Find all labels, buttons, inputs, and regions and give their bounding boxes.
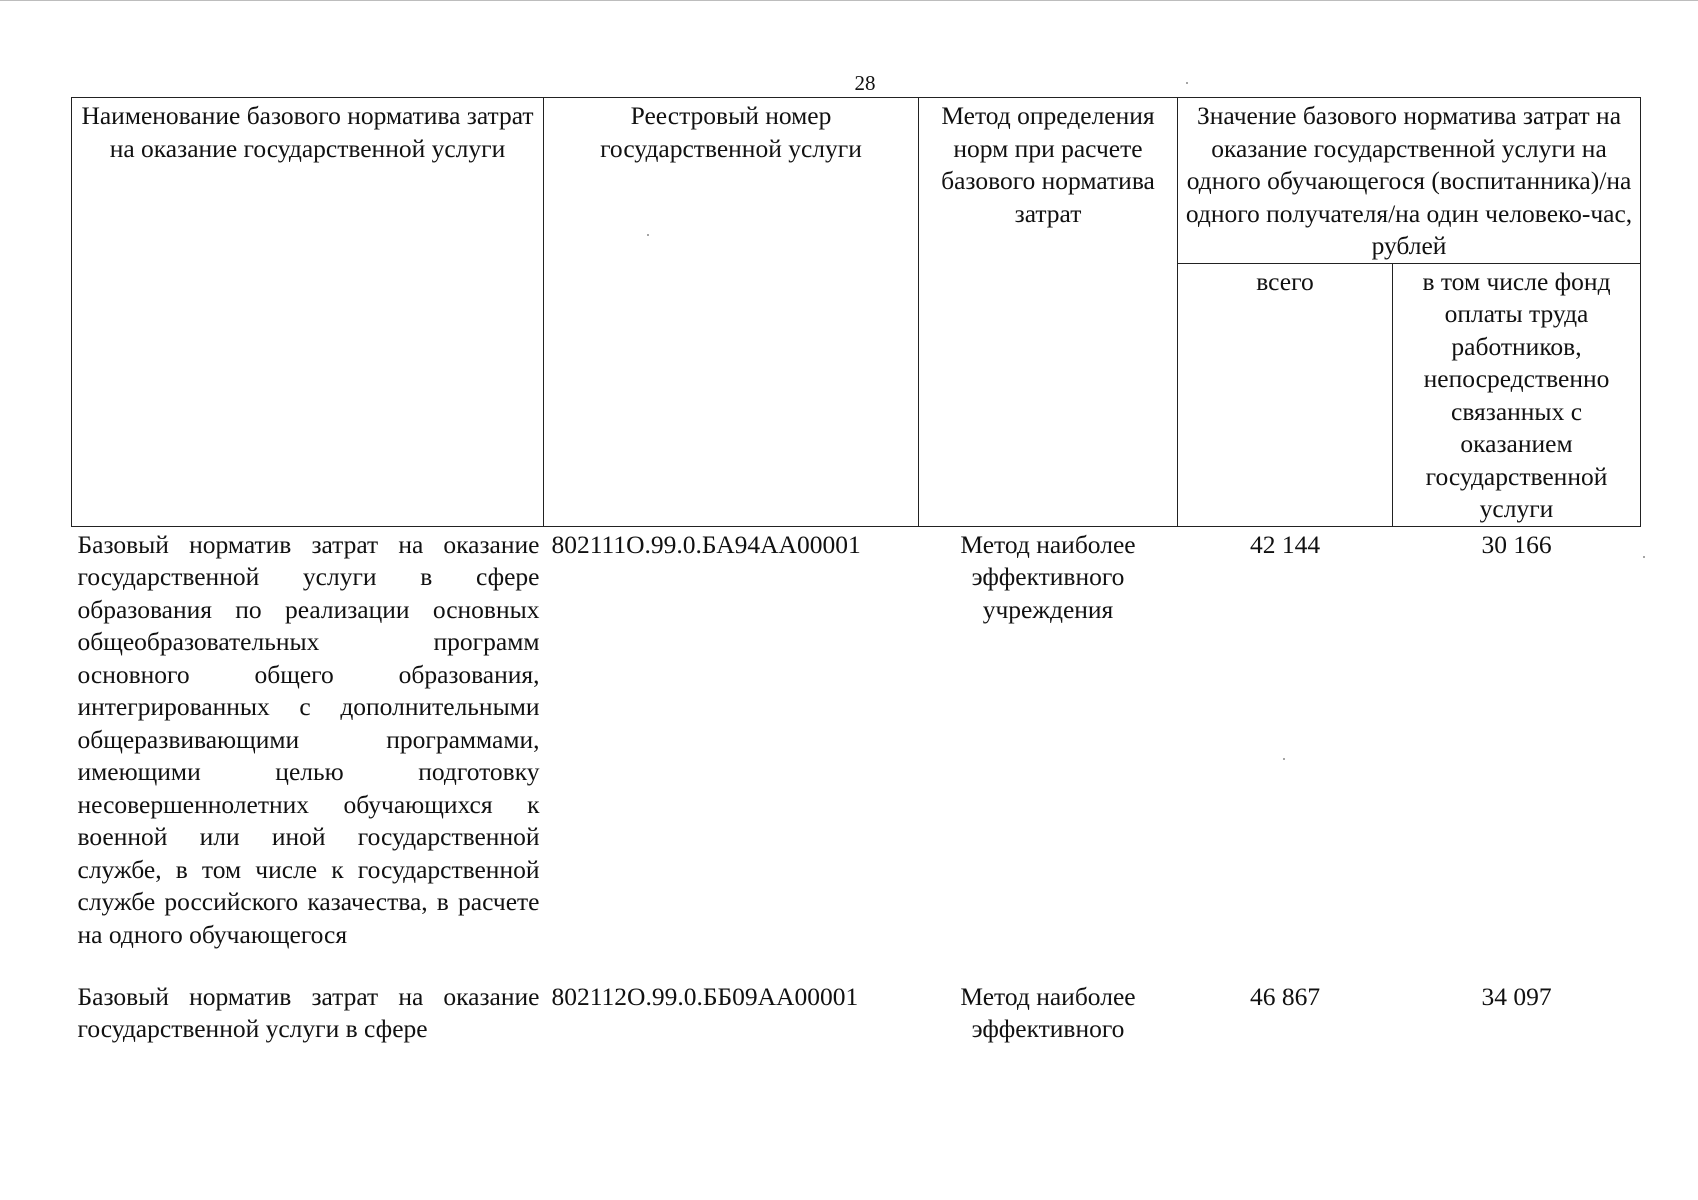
table-header (72, 98, 1641, 527)
cell-wage: 30 166 (1481, 529, 1552, 559)
header-wage: в том числе фонд оплаты труда работников, непосредственно связанных с оказанием государственной услуги (1393, 263, 1641, 526)
cell-method: Метод наиболее эффективного учреждения (960, 529, 1136, 624)
page-top-edge (0, 0, 1698, 1)
header-method: Метод определения норм при расчете базового норматива затрат (919, 98, 1178, 527)
table-row (72, 979, 1641, 1046)
scan-speck (1186, 82, 1188, 84)
cost-norms-table (71, 97, 1641, 1046)
cell-name: Базовый норматив затрат на оказание государственной услуги в сфере (77, 981, 540, 1043)
scan-speck (1643, 556, 1645, 558)
cell-name: Базовый норматив затрат на оказание государственной услуги в сфере образования по реализации основных общеобразовательных программ основного общего образования, интегрированных с дополнительными общеразвивающими программами, имеющими целью подготовку несовершеннолетних обучающихся к военной или иной государственной службе, в том числе к государственной службе российского казачества, в расчете на одного обучающегося (77, 529, 540, 949)
scan-speck (647, 234, 649, 236)
scan-speck (1283, 758, 1285, 760)
table-body (72, 526, 1641, 1046)
header-value: Значение базового норматива затрат на оказание государственной услуги на одного обучающегося (воспитанника)/на одного получателя/на один человеко-час, рублей (1178, 98, 1641, 264)
header-registry: Реестровый номер государственной услуги (544, 98, 919, 527)
cell-registry: 802112О.99.0.ББ09АА00001 (551, 981, 859, 1011)
cell-method: Метод наиболее эффективного (960, 981, 1136, 1043)
page-number: 28 (854, 71, 876, 95)
cell-wage: 34 097 (1481, 981, 1552, 1011)
cell-registry: 802111О.99.0.БА94АА00001 (551, 529, 861, 559)
table-row (72, 526, 1641, 979)
cell-total: 46 867 (1249, 981, 1321, 1011)
cell-total: 42 144 (1249, 529, 1321, 559)
header-total: всего (1178, 263, 1393, 526)
header-name: Наименование базового норматива затрат на оказание государственной услуги (72, 98, 544, 527)
